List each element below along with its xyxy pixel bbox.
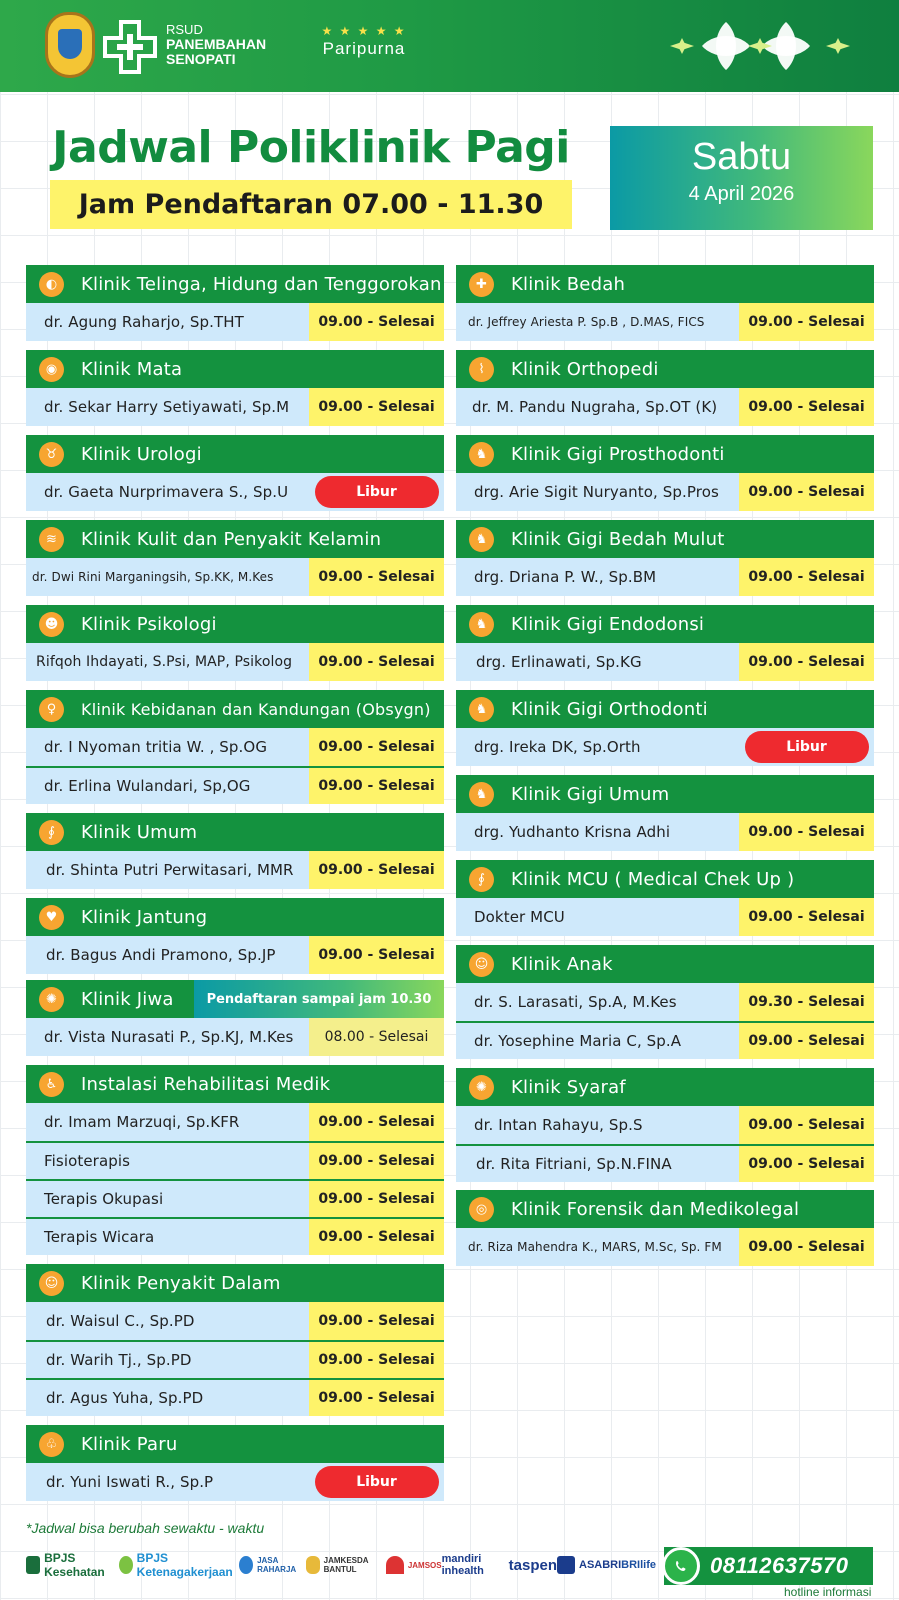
clinic-psikologi: ☻ Klinik Psikologi Rifqoh Ihdayati, S.Psi, MAP, Psikolog 09.00 - Selesai <box>26 605 444 681</box>
tooth-icon: ♞ <box>469 697 494 722</box>
clinic-rehabilitasi: ♿ Instalasi Rehabilitasi Medik dr. Imam Marzuqi, Sp.KFR 09.00 - Selesai Fisioterapis 09.00 - Selesai Terapis Okupasi 09.00 - Selesai Terapis Wicara 09.00 - Selesai <box>26 1065 444 1255</box>
table-row: dr. Bagus Andi Pramono, Sp.JP 09.00 - Selesai <box>26 936 444 974</box>
clinic-gigi-orthodonti: ♞ Klinik Gigi Orthodonti drg. Ireka DK, Sp.Orth Libur <box>456 690 874 766</box>
table-row: dr. Dwi Rini Marganingsih, Sp.KK, M.Kes 09.00 - Selesai <box>26 558 444 596</box>
page-title: Jadwal Poliklinik Pagi <box>52 122 570 173</box>
day-label: Sabtu <box>691 136 792 178</box>
clinic-jantung: ♥ Klinik Jantung dr. Bagus Andi Pramono, Sp.JP 09.00 - Selesai <box>26 898 444 974</box>
jamsos-logo: JAMSOS <box>386 1556 442 1574</box>
tooth-icon: ♞ <box>469 782 494 807</box>
bpjs-ketenagakerjaan-logo: BPJS Ketenagakerjaan <box>119 1551 239 1579</box>
table-row: dr. Vista Nurasati P., Sp.KJ, M.Kes 08.00 - Selesai <box>26 1018 444 1056</box>
jasa-raharja-logo: JASA RAHARJA <box>239 1556 306 1574</box>
doctor-icon: ☺ <box>39 1271 64 1296</box>
clinic-bedah: ✚ Klinik Bedah dr. Jeffrey Ariesta P. Sp.B , D.MAS, FICS 09.00 - Selesai <box>456 265 874 341</box>
bpjs-kesehatan-logo: BPJS Kesehatan <box>26 1551 119 1579</box>
bantul-crest-logo <box>45 12 95 78</box>
table-row: Terapis Okupasi 09.00 - Selesai <box>26 1179 444 1217</box>
table-row: dr. Waisul C., Sp.PD 09.00 - Selesai <box>26 1302 444 1340</box>
stethoscope-icon: ∮ <box>469 867 494 892</box>
taspen-logo: taspen <box>508 1556 557 1574</box>
table-row: dr. Shinta Putri Perwitasari, MMR 09.00 - Selesai <box>26 851 444 889</box>
table-row: Dokter MCU 09.00 - Selesai <box>456 898 874 936</box>
kidney-icon: ♉ <box>39 442 64 467</box>
table-row: dr. S. Larasati, Sp.A, M.Kes 09.30 - Selesai <box>456 983 874 1021</box>
tooth-icon: ♞ <box>469 527 494 552</box>
clinic-paru: ♧ Klinik Paru dr. Yuni Iswati R., Sp.P Libur <box>26 1425 444 1501</box>
schedule-change-note: *Jadwal bisa berubah sewaktu - waktu <box>26 1520 265 1536</box>
hospital-name: RSUD PANEMBAHAN SENOPATI <box>166 22 267 67</box>
brain-icon: ✺ <box>469 1075 494 1100</box>
clinic-umum: ∮ Klinik Umum dr. Shinta Putri Perwitasari, MMR 09.00 - Selesai <box>26 813 444 889</box>
hotline-banner[interactable] <box>664 1547 873 1585</box>
table-row: dr. Agung Raharjo, Sp.THT 09.00 - Selesai <box>26 303 444 341</box>
partner-logos <box>26 1548 656 1582</box>
table-row: dr. Riza Mahendra K., MARS, M.Sc, Sp. FM 09.00 - Selesai <box>456 1228 874 1266</box>
table-row: dr. Sekar Harry Setiyawati, Sp.M 09.00 - Selesai <box>26 388 444 426</box>
eye-icon: ◉ <box>39 357 64 382</box>
surgery-icon: ✚ <box>469 272 494 297</box>
clinic-gigi-prosthodonti: ♞ Klinik Gigi Prosthodonti drg. Arie Sigit Nuryanto, Sp.Pros 09.00 - Selesai <box>456 435 874 511</box>
registration-note: Pendaftaran sampai jam 10.30 <box>194 980 444 1018</box>
libur-badge: Libur <box>745 731 869 763</box>
clinic-orthopedi: ⌇ Klinik Orthopedi dr. M. Pandu Nugraha, Sp.OT (K) 09.00 - Selesai <box>456 350 874 426</box>
clinic-mcu: ∮ Klinik MCU ( Medical Chek Up ) Dokter MCU 09.00 - Selesai <box>456 860 874 936</box>
table-row: Rifqoh Ihdayati, S.Psi, MAP, Psikolog 09.00 - Selesai <box>26 643 444 681</box>
asabri-logo: ASABRI <box>557 1556 621 1574</box>
head-icon: ☻ <box>39 612 64 637</box>
clinic-gigi-bedah-mulut: ♞ Klinik Gigi Bedah Mulut drg. Driana P. W., Sp.BM 09.00 - Selesai <box>456 520 874 596</box>
table-row: dr. Yosephine Maria C, Sp.A 09.00 - Selesai <box>456 1021 874 1059</box>
tooth-icon: ♞ <box>469 612 494 637</box>
clinic-syaraf: ✺ Klinik Syaraf dr. Intan Rahayu, Sp.S 09.00 - Selesai dr. Rita Fitriani, Sp.N.FINA 09.00 - Selesai <box>456 1068 874 1182</box>
skin-icon: ≋ <box>39 527 64 552</box>
rehab-icon: ♿ <box>39 1072 64 1097</box>
table-row: dr. Gaeta Nurprimavera S., Sp.U Libur <box>26 473 444 511</box>
table-row: dr. Warih Tj., Sp.PD 09.00 - Selesai <box>26 1340 444 1378</box>
clinic-mata: ◉ Klinik Mata dr. Sekar Harry Setiyawati, Sp.M 09.00 - Selesai <box>26 350 444 426</box>
clinic-kulit: ≋ Klinik Kulit dan Penyakit Kelamin dr. Dwi Rini Marganingsih, Sp.KK, M.Kes 09.00 - Selesai <box>26 520 444 596</box>
mandiri-inhealth-logo: mandiri inhealth <box>441 1553 484 1577</box>
clinic-urologi: ♉ Klinik Urologi dr. Gaeta Nurprimavera S., Sp.U Libur <box>26 435 444 511</box>
table-row: dr. Agus Yuha, Sp.PD 09.00 - Selesai <box>26 1378 444 1416</box>
tooth-icon: ♞ <box>469 442 494 467</box>
ear-icon: ◐ <box>39 272 64 297</box>
libur-badge: Libur <box>315 476 439 508</box>
table-row: dr. M. Pandu Nugraha, Sp.OT (K) 09.00 - Selesai <box>456 388 874 426</box>
table-row: dr. Yuni Iswati R., Sp.P Libur <box>26 1463 444 1501</box>
jamkesda-bantul-logo: JAMKESDA BANTUL <box>306 1556 386 1574</box>
stethoscope-icon: ∮ <box>39 820 64 845</box>
date-label: 4 April 2026 <box>688 183 795 205</box>
heart-icon: ♥ <box>39 905 64 930</box>
star-icons: ★ ★ ★ ★ ★ <box>321 24 407 38</box>
date-box <box>610 126 873 230</box>
bone-icon: ⌇ <box>469 357 494 382</box>
clinic-jiwa: ✺ Klinik Jiwa Pendaftaran sampai jam 10.30 dr. Vista Nurasati P., Sp.KJ, M.Kes 08.00 - Selesai <box>26 980 444 1056</box>
table-row: dr. Rita Fitriani, Sp.N.FINA 09.00 - Selesai <box>456 1144 874 1182</box>
table-row: dr. Imam Marzuqi, Sp.KFR 09.00 - Selesai <box>26 1103 444 1141</box>
brain-icon: ✺ <box>39 987 64 1012</box>
whatsapp-icon <box>662 1547 700 1585</box>
hotline-number: 08112637570 <box>710 1553 849 1578</box>
clinic-obsygn: ♀ Klinik Kebidanan dan Kandungan (Obsygn) dr. I Nyoman tritia W. , Sp.OG 09.00 - Selesai dr. Erlina Wulandari, Sp,OG 09.00 - Selesai <box>26 690 444 804</box>
table-row: drg. Driana P. W., Sp.BM 09.00 - Selesai <box>456 558 874 596</box>
brilife-logo: BRIlife <box>621 1559 657 1571</box>
table-row: drg. Ireka DK, Sp.Orth Libur <box>456 728 874 766</box>
table-row: dr. Erlina Wulandari, Sp,OG 09.00 - Selesai <box>26 766 444 804</box>
table-row: Terapis Wicara 09.00 - Selesai <box>26 1217 444 1255</box>
hospital-cross-logo <box>103 20 157 74</box>
child-icon: ☺ <box>469 952 494 977</box>
sparkle-decoration-icon <box>668 18 858 74</box>
table-row: drg. Erlinawati, Sp.KG 09.00 - Selesai <box>456 643 874 681</box>
pregnancy-icon: ♀ <box>39 697 64 722</box>
clinic-anak: ☺ Klinik Anak dr. S. Larasati, Sp.A, M.Kes 09.30 - Selesai dr. Yosephine Maria C, Sp.A 09.00 - Selesai <box>456 945 874 1059</box>
table-row: dr. Jeffrey Ariesta P. Sp.B , D.MAS, FICS 09.00 - Selesai <box>456 303 874 341</box>
clinic-tht: ◐ Klinik Telinga, Hidung dan Tenggorokan dr. Agung Raharjo, Sp.THT 09.00 - Selesai <box>26 265 444 341</box>
table-row: dr. I Nyoman tritia W. , Sp.OG 09.00 - Selesai <box>26 728 444 766</box>
clinic-gigi-umum: ♞ Klinik Gigi Umum drg. Yudhanto Krisna Adhi 09.00 - Selesai <box>456 775 874 851</box>
table-row: drg. Yudhanto Krisna Adhi 09.00 - Selesai <box>456 813 874 851</box>
header-bar <box>0 0 899 92</box>
clinic-penyakit-dalam: ☺ Klinik Penyakit Dalam dr. Waisul C., Sp.PD 09.00 - Selesai dr. Warih Tj., Sp.PD 09.00 - Selesai dr. Agus Yuha, Sp.PD 09.00 - Selesai <box>26 1264 444 1416</box>
lungs-icon: ♧ <box>39 1432 64 1457</box>
hotline-label: hotline informasi <box>784 1585 872 1599</box>
clinic-forensik: ◎ Klinik Forensik dan Medikolegal dr. Riza Mahendra K., MARS, M.Sc, Sp. FM 09.00 - Selesai <box>456 1190 874 1266</box>
table-row: Fisioterapis 09.00 - Selesai <box>26 1141 444 1179</box>
registration-hours: Jam Pendaftaran 07.00 - 11.30 <box>50 180 572 229</box>
libur-badge: Libur <box>315 1466 439 1498</box>
clinic-gigi-endodonsi: ♞ Klinik Gigi Endodonsi drg. Erlinawati, Sp.KG 09.00 - Selesai <box>456 605 874 681</box>
forensic-icon: ◎ <box>469 1197 494 1222</box>
paripurna-badge: ★ ★ ★ ★ ★ Paripurna <box>314 24 414 59</box>
table-row: dr. Intan Rahayu, Sp.S 09.00 - Selesai <box>456 1106 874 1144</box>
table-row: drg. Arie Sigit Nuryanto, Sp.Pros 09.00 - Selesai <box>456 473 874 511</box>
